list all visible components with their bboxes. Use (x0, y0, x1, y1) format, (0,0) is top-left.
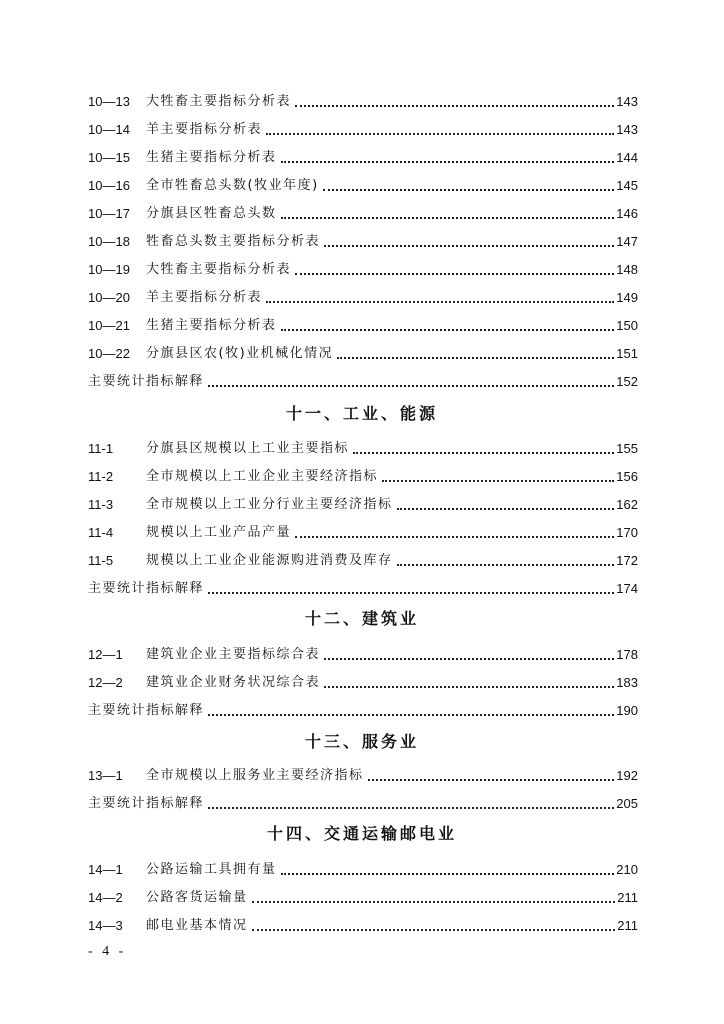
entry-title: 主要统计指标解释 (88, 374, 205, 389)
entry-title: 全市规模以上服务业主要经济指标 (146, 768, 364, 783)
entry-page: 147 (616, 234, 638, 249)
toc-entry[interactable] (88, 148, 638, 168)
dot-leader (337, 356, 614, 359)
entry-page: 145 (616, 178, 638, 193)
toc-entry[interactable] (88, 523, 638, 543)
entry-page: 156 (616, 469, 638, 484)
dot-leader (397, 563, 615, 566)
entry-page: 211 (617, 890, 638, 905)
entry-page: 149 (616, 290, 638, 305)
entry-number: 10—18 (88, 234, 130, 249)
toc-entry[interactable] (88, 467, 638, 487)
entry-title: 生猪主要指标分析表 (146, 318, 277, 333)
entry-number: 11-5 (88, 553, 114, 568)
toc-entry[interactable] (88, 673, 638, 693)
entry-title: 牲畜总头数主要指标分析表 (146, 234, 321, 249)
entry-title: 分旗县区牲畜总头数 (146, 206, 277, 221)
entry-title: 规模以上工业企业能源购进消费及库存 (146, 553, 393, 568)
toc-entry[interactable] (88, 645, 638, 665)
entry-page: 150 (616, 318, 638, 333)
entry-number: 13—1 (88, 768, 123, 783)
entry-page: 146 (616, 206, 638, 221)
dot-leader (324, 244, 614, 247)
dot-leader (208, 591, 614, 594)
entry-number: 12—2 (88, 675, 123, 690)
entry-page: 144 (616, 150, 638, 165)
toc-entry[interactable] (88, 916, 638, 936)
entry-title: 建筑业企业主要指标综合表 (146, 647, 321, 662)
toc-entry[interactable] (88, 260, 638, 280)
toc-entry[interactable] (88, 551, 638, 571)
toc-entry[interactable] (88, 439, 638, 459)
entry-page: 192 (616, 768, 638, 783)
dot-leader (368, 778, 615, 781)
entry-title: 主要统计指标解释 (88, 796, 205, 811)
entry-page: 205 (616, 796, 638, 811)
entry-title: 公路客货运输量 (146, 890, 248, 905)
dot-leader (397, 507, 615, 510)
entry-title: 主要统计指标解释 (88, 581, 205, 596)
toc-entry[interactable] (88, 860, 638, 880)
section-heading: 十四、交通运输邮电业 (266, 824, 457, 843)
toc-notes-entry[interactable] (88, 701, 638, 721)
entry-number: 12—1 (88, 647, 123, 662)
entry-number: 14—2 (88, 890, 123, 905)
entry-page: 152 (616, 374, 638, 389)
toc-entry[interactable] (88, 288, 638, 308)
entry-page: 151 (616, 346, 638, 361)
toc-entry[interactable] (88, 176, 638, 196)
entry-title: 建筑业企业财务状况综合表 (146, 675, 321, 690)
entry-page: 172 (616, 553, 638, 568)
section-heading: 十一、工业、能源 (285, 404, 438, 423)
entry-title: 分旗县区农(牧)业机械化情况 (146, 346, 334, 361)
entry-number: 10—15 (88, 150, 130, 165)
dot-leader (324, 685, 614, 688)
entry-number: 11-4 (88, 525, 114, 540)
toc-entry[interactable] (88, 766, 638, 786)
entry-title: 生猪主要指标分析表 (146, 150, 277, 165)
entry-page: 183 (616, 675, 638, 690)
entry-page: 143 (616, 122, 638, 137)
entry-number: 10—20 (88, 290, 130, 305)
entry-page: 170 (616, 525, 638, 540)
entry-number: 10—19 (88, 262, 130, 277)
toc-notes-entry[interactable] (88, 579, 638, 599)
entry-title: 主要统计指标解释 (88, 703, 205, 718)
dot-leader (295, 104, 614, 107)
entry-page: 174 (616, 581, 638, 596)
entry-title: 大牲畜主要指标分析表 (146, 262, 292, 277)
page-number: - 4 - (88, 944, 127, 959)
entry-page: 162 (616, 497, 638, 512)
entry-number: 14—3 (88, 918, 123, 933)
section-heading: 十二、建筑业 (304, 609, 419, 628)
toc-notes-entry[interactable] (88, 372, 638, 392)
dot-leader (281, 216, 615, 219)
entry-title: 公路运输工具拥有量 (146, 862, 277, 877)
entry-page: 190 (616, 703, 638, 718)
toc-entry[interactable] (88, 204, 638, 224)
dot-leader (281, 872, 615, 875)
dot-leader (323, 188, 615, 191)
dot-leader (324, 657, 614, 660)
entry-title: 规模以上工业产品产量 (146, 525, 292, 540)
entry-page: 211 (617, 918, 638, 933)
entry-title: 分旗县区规模以上工业主要指标 (146, 441, 350, 456)
entry-number: 10—21 (88, 318, 130, 333)
dot-leader (208, 806, 614, 809)
entry-page: 155 (616, 441, 638, 456)
entry-page: 178 (616, 647, 638, 662)
entry-title: 邮电业基本情况 (146, 918, 248, 933)
dot-leader (208, 384, 614, 387)
entry-title: 大牲畜主要指标分析表 (146, 94, 292, 109)
toc-notes-entry[interactable] (88, 794, 638, 814)
toc-entry[interactable] (88, 92, 638, 112)
dot-leader (353, 451, 614, 454)
dot-leader (281, 328, 615, 331)
toc-entry[interactable] (88, 344, 638, 364)
toc-entry[interactable] (88, 316, 638, 336)
entry-page: 148 (616, 262, 638, 277)
entry-number: 11-1 (88, 441, 114, 456)
entry-number: 14—1 (88, 862, 123, 877)
section-heading: 十三、服务业 (304, 732, 419, 751)
entry-number: 10—14 (88, 122, 130, 137)
entry-number: 10—13 (88, 94, 130, 109)
entry-number: 11-2 (88, 469, 114, 484)
entry-title: 羊主要指标分析表 (146, 122, 263, 137)
toc-entry[interactable] (88, 495, 638, 515)
dot-leader (266, 132, 614, 135)
entry-title: 全市牲畜总头数(牧业年度) (146, 178, 319, 193)
entry-number: 10—17 (88, 206, 130, 221)
dot-leader (252, 928, 616, 931)
entry-page: 210 (616, 862, 638, 877)
dot-leader (208, 713, 614, 716)
entry-number: 10—22 (88, 346, 130, 361)
toc-entry[interactable] (88, 232, 638, 252)
dot-leader (382, 479, 614, 482)
dot-leader (295, 272, 614, 275)
entry-number: 10—16 (88, 178, 130, 193)
entry-title: 全市规模以上工业企业主要经济指标 (146, 469, 379, 484)
entry-title: 全市规模以上工业分行业主要经济指标 (146, 497, 393, 512)
dot-leader (281, 160, 615, 163)
toc-entry[interactable] (88, 120, 638, 140)
dot-leader (266, 300, 614, 303)
dot-leader (295, 535, 614, 538)
entry-page: 143 (616, 94, 638, 109)
entry-title: 羊主要指标分析表 (146, 290, 263, 305)
dot-leader (252, 900, 616, 903)
toc-entry[interactable] (88, 888, 638, 908)
entry-number: 11-3 (88, 497, 114, 512)
